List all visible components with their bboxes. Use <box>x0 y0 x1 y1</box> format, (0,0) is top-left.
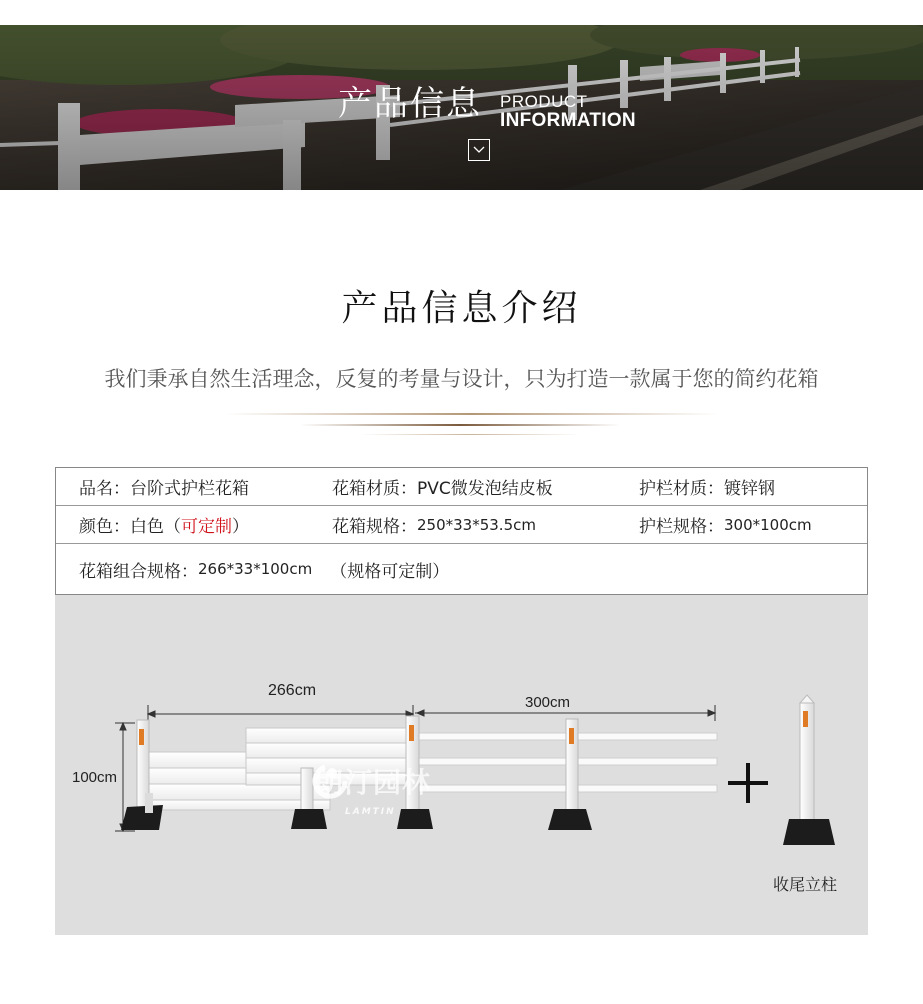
banner-title: 产品信息 <box>338 84 482 124</box>
dimension-label-100: 100cm <box>72 769 118 786</box>
spec-value: 镀锌钢 <box>724 479 775 499</box>
spec-box-material <box>332 468 553 505</box>
banner-title-en-line1: PRODUCT <box>500 92 588 111</box>
banner <box>0 25 923 190</box>
spec-rail-material <box>639 468 775 505</box>
spec-label: 品名： <box>79 479 130 499</box>
spec-value-close: ） <box>232 517 249 537</box>
chevron-down-icon <box>468 139 490 161</box>
spec-custom-highlight: 可定制 <box>181 517 232 537</box>
spec-label: 花箱组合规格： <box>79 561 198 582</box>
spec-rail-size <box>639 506 812 543</box>
spec-value: 台阶式护栏花箱 <box>130 479 249 499</box>
spec-label: 护栏材质： <box>639 479 724 499</box>
spec-row <box>56 506 867 544</box>
spec-combo-size <box>79 544 449 594</box>
spec-label: 花箱规格： <box>332 517 417 537</box>
watermark-subtext: LAMTIN <box>345 807 396 817</box>
banner-title-english <box>500 93 636 130</box>
decorative-divider <box>360 434 580 435</box>
spec-row <box>56 468 867 506</box>
spec-label: 花箱材质： <box>332 479 417 499</box>
spec-value: 266*33*100cm <box>198 560 313 578</box>
dimension-label-266: 266cm <box>268 682 317 699</box>
end-post <box>783 695 835 845</box>
spec-value: PVC微发泡结皮板 <box>417 479 553 499</box>
spec-row <box>56 544 867 594</box>
section-title: 产品信息介绍 <box>341 288 582 329</box>
plus-sign <box>728 763 768 803</box>
decorative-divider <box>225 413 718 415</box>
spec-note: （规格可定制） <box>330 561 450 582</box>
spec-box-size <box>332 506 536 543</box>
spec-table <box>55 467 868 595</box>
spec-color <box>79 506 249 543</box>
spec-product-name <box>79 468 249 505</box>
spec-label: 颜色： <box>79 517 130 537</box>
spec-value: 300*100cm <box>724 515 812 534</box>
spec-value: 250*33*53.5cm <box>417 515 536 534</box>
end-post-label: 收尾立柱 <box>773 875 838 894</box>
dimension-label-300: 300cm <box>525 694 571 711</box>
watermark-text: 朗汀园林 <box>315 766 432 799</box>
section-subtitle: 我们秉承自然生活理念，反复的考量与设计，只为打造一款属于您的简约花箱 <box>104 367 819 391</box>
fence-planter-illustration <box>55 595 868 935</box>
spec-label: 护栏规格： <box>639 517 724 537</box>
banner-title-en-line2: INFORMATION <box>500 110 636 131</box>
product-diagram <box>55 595 868 935</box>
spec-value: 白色（ <box>130 517 181 537</box>
decorative-divider <box>300 424 620 426</box>
dimension-line-266 <box>148 705 413 721</box>
